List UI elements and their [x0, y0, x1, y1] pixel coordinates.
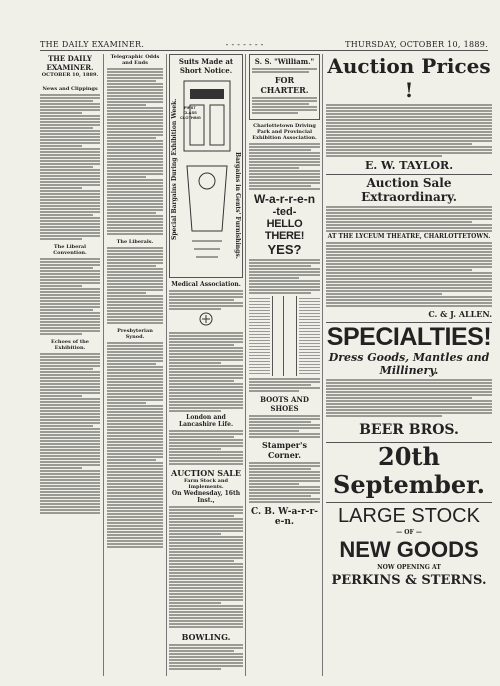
stampers-text	[249, 462, 320, 503]
col2-text-block	[107, 342, 163, 548]
lyceum-heading: AT THE LYCEUM THEATRE, CHARLOTTETOWN.	[327, 233, 491, 240]
boots-panel-text	[249, 296, 270, 376]
auction-text	[169, 506, 243, 628]
column-rule	[166, 54, 167, 676]
col1-dateline: OCTOBER 10, 1889.	[41, 72, 99, 78]
bowling-heading: BOWLING.	[181, 632, 231, 642]
col1-text-block	[40, 94, 100, 240]
col1-section-news: News and Clippings	[42, 86, 98, 92]
boots-panel-text	[299, 296, 320, 376]
clothing-store-illustration	[182, 71, 232, 271]
steamship-ad	[249, 54, 320, 120]
clothing-ad-side-right: Bargains in Gents' Furnishings.	[234, 151, 241, 259]
steamship-title: S. S. "William."	[254, 57, 315, 66]
column-rule	[245, 54, 246, 676]
bowling-text	[169, 644, 243, 670]
perkins-sterns-heading: PERKINS & STERNS.	[331, 573, 487, 588]
masthead	[40, 38, 488, 51]
auction-prices-text	[326, 104, 492, 157]
new-goods-heading: NEW GOODS	[339, 537, 479, 562]
clothing-ad	[169, 54, 243, 278]
stampers-heading: Stamper's Corner.	[262, 440, 307, 460]
column-5	[326, 54, 492, 676]
warren-text	[249, 259, 320, 294]
column-2	[107, 54, 163, 676]
crest-icon	[169, 312, 243, 326]
clothing-ad-title: Suits Made at Short Notice.	[178, 57, 234, 75]
yes-heading: YES?	[267, 242, 302, 257]
steamship-text	[252, 68, 317, 73]
auction-sale-heading: AUCTION SALE	[170, 468, 242, 478]
driving-park-text	[249, 143, 320, 190]
warren-signature: C. B. W-a-r-r-e-n.	[250, 507, 319, 527]
auction-extraordinary-text	[326, 242, 492, 307]
column-3	[169, 54, 243, 676]
hello-heading: HELLO THERE!	[264, 218, 305, 242]
column-4	[249, 54, 320, 676]
medical-text	[169, 290, 243, 310]
column-rule	[322, 54, 323, 676]
col1-heading: THE DAILY EXAMINER.	[46, 54, 94, 72]
auction-extraordinary-heading: Auction Sale Extraordinary.	[361, 176, 457, 204]
masthead-date: THURSDAY, OCTOBER 10, 1889.	[345, 39, 488, 49]
driving-park-heading: Charlottetown Driving Park and Provincial Exhibition Association.	[252, 123, 317, 141]
farm-stock-heading: Farm Stock and Implements.	[183, 478, 229, 490]
specialties-text	[326, 379, 492, 417]
boots-panel-divider	[286, 296, 297, 376]
clothing-shop-name: FIRST CLASS CLOTHING	[180, 105, 201, 120]
masthead-title: THE DAILY EXAMINER.	[40, 39, 145, 49]
boots-vertical-panel	[249, 296, 320, 376]
col2-section-liberals: The Liberals.	[116, 239, 154, 245]
masthead-dashes: - - - - - - -	[225, 39, 264, 49]
boots-heading: BOOTS AND SHOES	[260, 395, 309, 413]
september-heading: 20th September.	[333, 442, 485, 499]
col2-text-block	[107, 247, 163, 324]
warren-subheading: -ted-	[272, 206, 297, 218]
allen-signature: C. & J. ALLEN.	[428, 309, 492, 319]
col1-text-block	[40, 353, 100, 514]
beer-bros-heading: BEER BROS.	[359, 422, 459, 438]
col2-heading: Telegraphic Odds and Ends	[110, 54, 160, 66]
column-rule	[103, 54, 104, 676]
clothing-ad-side-left: Special Bargains During Exhibition Week.	[171, 98, 178, 240]
warren-heading: W-a-r-r-e-n	[253, 192, 316, 206]
divider	[326, 174, 492, 175]
now-opening-text: NOW OPENING AT	[377, 564, 441, 571]
auction-extraordinary-text	[326, 206, 492, 232]
medical-text	[169, 332, 243, 412]
auction-prices-heading: Auction Prices !	[327, 54, 491, 102]
col1-section-liberal: The Liberal Convention.	[53, 244, 87, 256]
large-stock-heading: LARGE STOCK	[338, 505, 480, 527]
steamship-text	[252, 97, 317, 114]
column-1	[40, 54, 100, 676]
dress-goods-heading: Dress Goods, Mantles and Millinery.	[328, 351, 490, 377]
boots-text	[249, 415, 320, 438]
col1-text-block	[40, 258, 100, 335]
london-text	[169, 430, 243, 465]
col2-text-block	[107, 68, 163, 235]
col2-section-synod: Presbyterian Synod.	[117, 328, 153, 340]
of-text: — OF —	[396, 529, 422, 536]
taylor-signature: E. W. TAYLOR.	[364, 159, 454, 172]
col1-section-echoes: Echoes of the Exhibition.	[51, 339, 89, 351]
warren-text	[249, 378, 320, 392]
london-heading: London and Lancashire Life.	[178, 414, 234, 428]
boots-panel-divider	[272, 296, 284, 376]
specialties-heading: SPECIALTIES!	[326, 323, 492, 351]
charter-heading: FOR CHARTER.	[260, 75, 309, 95]
farm-date: On Wednesday, 16th Inst.,	[171, 490, 241, 504]
medical-heading: Medical Association.	[171, 281, 241, 288]
